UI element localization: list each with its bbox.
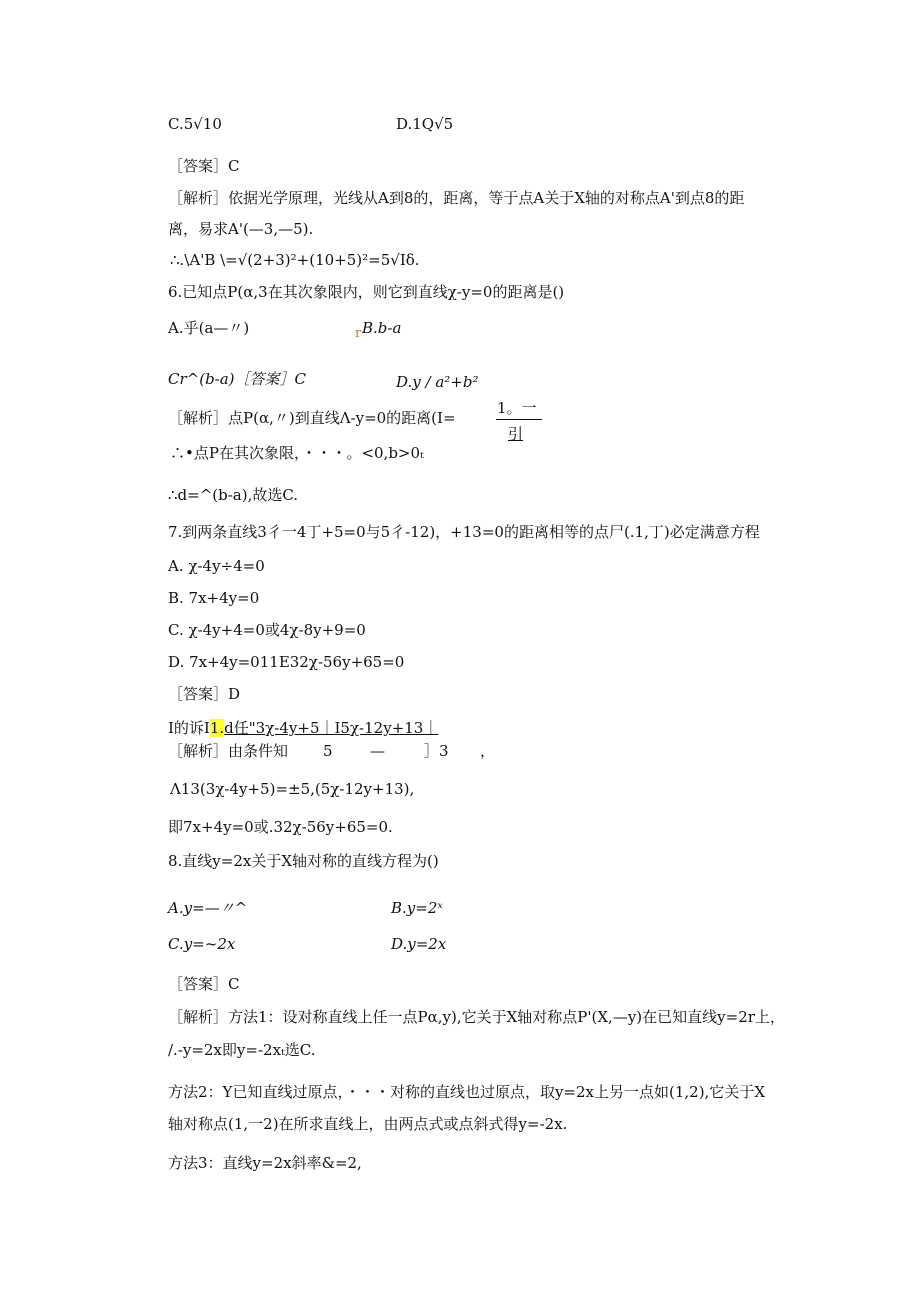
option-b: B.b-a (362, 319, 402, 337)
garbled-formula: d任"3χ-4y+5｜I5χ-12y+13｜ (224, 719, 439, 737)
answer-label: ［答案］C (168, 157, 240, 175)
fraction-denominator: 引 (508, 425, 524, 443)
option-c: C. χ-4y+4=0或4χ-8y+9=0 (168, 621, 366, 639)
option-b: B.y=2ˣ (391, 899, 443, 917)
conclusion-line: /.-y=2x即y=-2xₜ选C. (168, 1041, 316, 1059)
explanation-line: ［解析］方法1：设对称直线上任一点Pα,y),它关于X轴对称点P'(X,—y)在已知直线y=2r上， (168, 1008, 785, 1026)
explanation-line: ［解析］点P(α,〃)到直线Λ-y=0的距离(I= (168, 409, 456, 427)
option-a: A.y=—〃^ (168, 899, 248, 917)
method-2-line: 方法2：Y已知直线过原点，・・・对称的直线也过原点，取y=2x上另一点如(1,2),它关于X (168, 1083, 766, 1101)
question-8: 8.直线y=2x关于X轴对称的直线方程为() (168, 852, 439, 870)
option-a: A.乎(a—〃) (168, 319, 250, 337)
garbled-prefix: I的诉I (168, 719, 210, 737)
method-3-line: 方法3：直线y=2x斜率&=2, (168, 1154, 362, 1172)
option-d: D.1Q√5 (396, 115, 454, 133)
conclusion-line: ∴d=^(b-a),故选C. (168, 486, 299, 504)
option-b: B. 7x+4y=0 (168, 589, 260, 607)
explanation-line: ［解析］由条件知 (168, 742, 289, 760)
answer-label: ［答案］C (168, 975, 240, 993)
conclusion-line: 即7x+4y=0或.32χ-56y+65=0. (168, 818, 393, 836)
explanation-line: 离，易求A'(—3,—5). (168, 220, 314, 238)
option-d: D.y=2x (391, 935, 447, 953)
stray-mark: r (355, 326, 362, 341)
explanation-line: ［解析］依据光学原理，光线从A到8的，距离，等于点A关于X轴的对称点A'到点8的距 (168, 189, 745, 207)
question-7: 7.到两条直线3彳一4丁+5=0与5彳-12)，+13=0的距离相等的点尸(.1,丁)必定满意方程 (168, 523, 760, 541)
option-d: D. 7x+4y=011E32χ-56y+65=0 (168, 653, 405, 671)
formula-line: ∴.\A'B \=√(2+3)²+(10+5)²=5√Iδ. (170, 251, 420, 269)
fraction-part: — (370, 742, 385, 760)
punctuation: ， (480, 742, 496, 760)
option-c-answer: Cr^(b-a)［答案］C (168, 370, 307, 388)
option-d: D.y / a²+b² (396, 373, 479, 391)
method-2-line: 轴对称点(1,一2)在所求直线上，由两点式或点斜式得y=-2x. (168, 1115, 568, 1133)
highlighted-text: 1. (209, 719, 225, 737)
garbled-formula-line (168, 718, 438, 738)
fraction-numerator: 1。一 (497, 399, 537, 417)
option-c: C.y=~2x (168, 935, 236, 953)
explanation-line: ∴•点P在其次象限，・・・。<0,b>0ₜ (170, 444, 424, 462)
answer-label: ［答案］D (168, 685, 241, 703)
fraction-bar (496, 419, 542, 420)
formula-line: Λ13(3χ-4y+5)=±5,(5χ-12y+13), (170, 780, 415, 798)
option-a: A. χ-4y÷4=0 (168, 557, 265, 575)
question-6: 6.已知点P(α,3在其次象限内，则它到直线χ-y=0的距离是() (168, 283, 565, 301)
option-c: C.5√10 (168, 115, 222, 133)
fraction-part: 5 (323, 742, 333, 760)
fraction-part: ］3 (424, 742, 449, 760)
